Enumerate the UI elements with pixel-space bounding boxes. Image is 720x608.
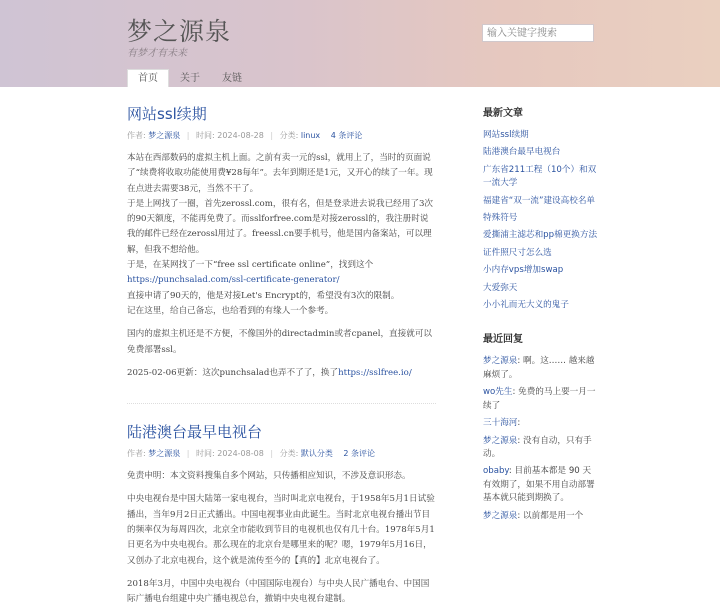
meta-divider: | bbox=[270, 131, 274, 140]
comment-author-link[interactable]: wo先生 bbox=[483, 387, 513, 398]
list-item bbox=[483, 355, 598, 382]
comment-text: : 啊。这…… 越来越麻烦了。 bbox=[483, 356, 595, 380]
post-title[interactable]: 网站ssl续期 bbox=[127, 105, 207, 123]
list-item bbox=[483, 146, 598, 159]
comments-link[interactable]: 2 条评论 bbox=[343, 449, 376, 459]
sidebar bbox=[483, 100, 598, 527]
post-line: 本站在西部数码的虚拟主机上面。之前有卖一元的ssl，就用上了，当时的页面说了“续费将收取功能使用费¥28每年”。去年到期还是1元，又开心的续了一年。现在点进去需要38元，当然不干了。 bbox=[127, 153, 433, 194]
author-label: 作者: bbox=[127, 449, 146, 459]
post-time: 2024-08-08 bbox=[217, 449, 264, 459]
comments-link[interactable]: 4 条评论 bbox=[330, 131, 363, 140]
meta-divider: | bbox=[186, 131, 190, 140]
post-meta bbox=[127, 448, 436, 459]
list-item bbox=[483, 129, 598, 142]
list-item bbox=[483, 417, 598, 430]
recent-post-link[interactable]: 特殊符号 bbox=[483, 213, 518, 224]
recent-post-link[interactable]: 证件照尺寸怎么选 bbox=[483, 247, 552, 258]
comment-author-link[interactable]: 三十海河 bbox=[483, 418, 518, 429]
list-item bbox=[483, 164, 598, 191]
list-item bbox=[483, 510, 598, 523]
post-line: 直接申请了90天的，他是对接Let's Encrypt的，希望没有3次的限制。 bbox=[127, 290, 400, 301]
post-meta bbox=[127, 130, 436, 141]
list-item bbox=[483, 264, 598, 277]
post bbox=[127, 403, 436, 607]
list-item bbox=[483, 386, 598, 413]
main-content bbox=[127, 100, 436, 608]
recent-post-link[interactable]: 网站ssl续期 bbox=[483, 130, 529, 140]
author-link[interactable]: 梦之源泉 bbox=[148, 449, 181, 459]
list-item bbox=[483, 212, 598, 225]
comment-text: : 目前基本都是 90 天有效期了，如果不用自动部署基本就只能到期换了。 bbox=[483, 466, 595, 504]
nav-links[interactable]: 友链 bbox=[222, 73, 242, 84]
comment-text: : 免费的马上要一月一续了 bbox=[483, 387, 596, 411]
recent-comments-heading: 最近回复 bbox=[483, 334, 523, 346]
time-label: 时间: bbox=[196, 449, 215, 459]
meta-divider: | bbox=[186, 449, 190, 459]
post-line: 于是上网找了一圈，首先zerossl.com，很有名，但是登录进去说我已经用了3次的90天额度，不能再免费了。而sslforfree.com是对接zerossl的，我注册时说我的邮件已经在zerossl用过了。freessl.cn要手机号，他是国内备案站，可以理解，但我不想给他。 bbox=[127, 198, 434, 255]
recent-post-link[interactable]: 陆港澳台最早电视台 bbox=[483, 147, 561, 158]
post-paragraph: 国内的虚拟主机还是不方便，不像国外的directadmin或者cpanel，直接就可以免费部署ssl。 bbox=[127, 329, 433, 355]
post bbox=[127, 103, 436, 381]
nav-about[interactable]: 关于 bbox=[180, 73, 200, 84]
post-link[interactable]: https://punchsalad.com/ssl-certificate-generator/ bbox=[127, 275, 340, 286]
recent-comments-list bbox=[483, 355, 598, 522]
list-item bbox=[483, 229, 598, 242]
recent-post-link[interactable]: 爱撕浦主滤芯和pp棉更换方法 bbox=[483, 230, 598, 241]
post-text: 2025-02-06更新：这次punchsalad也弄不了了，换了 bbox=[127, 367, 339, 378]
post-paragraph: 2018年3月，中国中央电视台（中国国际电视台）与中央人民广播电台、中国国际广播电台组建中央广播电视总台，撤销中央电视台建制。 bbox=[127, 578, 430, 605]
recent-post-link[interactable]: 福建省“双一流”建设高校名单 bbox=[483, 195, 596, 206]
category-link[interactable]: linux bbox=[300, 131, 321, 140]
post-paragraph: 免责申明：本文资料搜集自多个网站，只传播相应知识，不涉及意识形态。 bbox=[127, 471, 411, 482]
site-description: 有梦才有未来 bbox=[127, 48, 187, 59]
site-header bbox=[0, 0, 720, 87]
comment-author-link[interactable]: 梦之源泉 bbox=[483, 356, 518, 367]
recent-post-link[interactable]: 大爱弥天 bbox=[483, 282, 518, 293]
post-line: 记在这里，给自己备忘，也给看到的有缘人一个参考。 bbox=[127, 305, 334, 316]
post-paragraph bbox=[127, 151, 436, 319]
comment-author-link[interactable]: 梦之源泉 bbox=[483, 435, 518, 446]
comment-author-link[interactable]: obaby bbox=[483, 466, 509, 477]
category-label: 分类: bbox=[279, 449, 299, 459]
post-link[interactable]: https://sslfree.io/ bbox=[338, 367, 412, 378]
post-time: 2024-08-28 bbox=[217, 131, 264, 140]
comment-text: : 以前都是用一个 bbox=[517, 510, 584, 521]
list-item bbox=[483, 195, 598, 208]
recent-post-link[interactable]: 小小礼而无大义的鬼子 bbox=[483, 300, 569, 311]
list-item bbox=[483, 299, 598, 312]
category-link[interactable]: 默认分类 bbox=[300, 449, 333, 459]
list-item bbox=[483, 282, 598, 295]
post-line: 于是，在某网找了一下“free ssl certificate online”，找到这个 bbox=[127, 260, 374, 271]
category-label: 分类: bbox=[279, 131, 299, 140]
recent-post-link[interactable]: 广东省211工程（10个）和双一流大学 bbox=[483, 164, 597, 189]
recent-post-link[interactable]: 小内存vps增加swap bbox=[483, 265, 564, 276]
list-item bbox=[483, 247, 598, 260]
post-paragraph bbox=[127, 366, 436, 381]
nav-home[interactable]: 首页 bbox=[127, 69, 169, 87]
post-paragraph: 中央电视台是中国大陆第一家电视台，当时叫北京电视台，于1958年5月1日试验播出，当年9月2日正式播出。中国电视事业由此诞生。当时北京电视台播出节目的频率仅为每周四次，北京全市能收到节目的电视机也仅有几十台。1978年5月1日更名为中央电视台。那么现在的北京台是哪里来的呢？嗯，1979年5月16日，又创办了北京电视台，这个就是流传至今的【真的】北京电视台了。 bbox=[127, 494, 435, 566]
post-title[interactable]: 陆港澳台最早电视台 bbox=[127, 423, 263, 442]
author-label: 作者: bbox=[127, 131, 146, 140]
comment-text: : bbox=[517, 418, 521, 429]
list-item bbox=[483, 435, 598, 462]
search-input[interactable] bbox=[482, 24, 594, 42]
time-label: 时间: bbox=[196, 131, 215, 140]
comment-author-link[interactable]: 梦之源泉 bbox=[483, 510, 518, 521]
recent-posts-heading: 最新文章 bbox=[483, 108, 523, 119]
comment-text: : 没有自动，只有手动。 bbox=[483, 435, 592, 459]
site-title[interactable]: 梦之源泉 bbox=[127, 17, 232, 46]
list-item bbox=[483, 465, 598, 505]
recent-posts-list bbox=[483, 129, 598, 312]
author-link[interactable]: 梦之源泉 bbox=[148, 131, 181, 140]
main-nav bbox=[127, 69, 253, 87]
meta-divider: | bbox=[270, 449, 274, 459]
